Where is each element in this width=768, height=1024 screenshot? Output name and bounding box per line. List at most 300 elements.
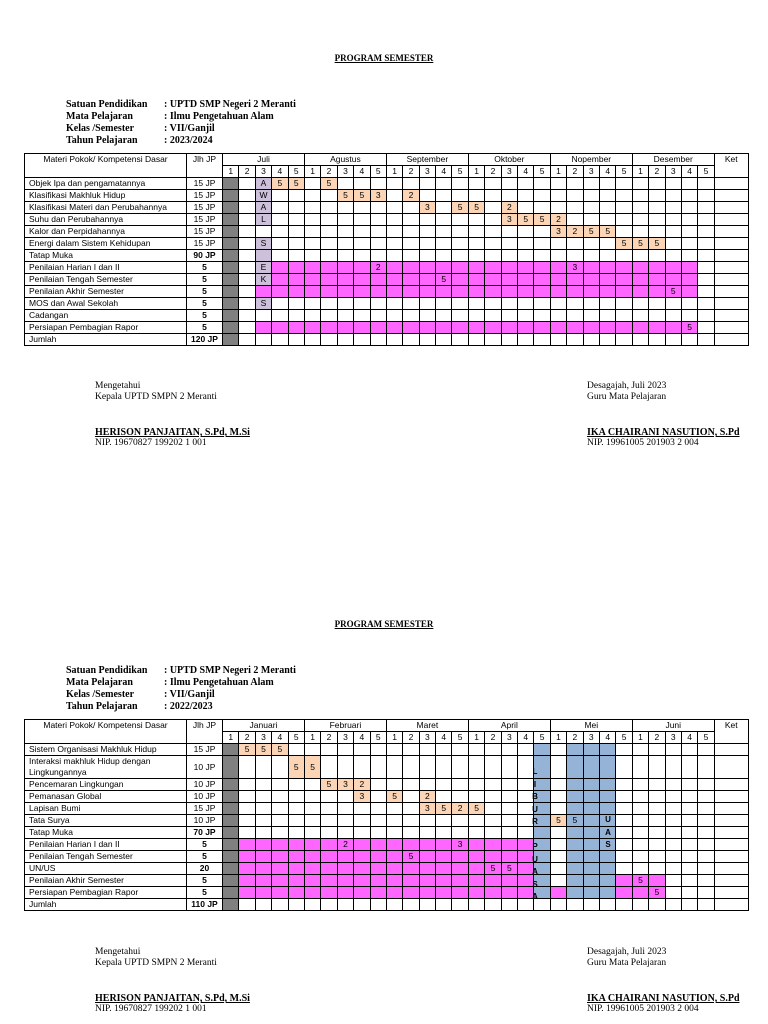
row-jp: 70 JP: [187, 827, 223, 839]
row-jp: 120 JP: [187, 334, 223, 346]
week-cell: [485, 178, 501, 190]
week-cell: 2: [452, 803, 468, 815]
week-cell: 5: [649, 887, 665, 899]
week-cell: [485, 214, 501, 226]
week-cell: [288, 334, 304, 346]
info-label: Kelas /Semester: [66, 123, 135, 134]
week-cell: [436, 863, 452, 875]
week-cell: [698, 238, 714, 250]
week-cell: [288, 851, 304, 863]
week-cell: [436, 286, 452, 298]
week-number: 4: [681, 732, 697, 744]
week-cell: S: [255, 298, 271, 310]
week-cell: [501, 298, 517, 310]
week-cell: [616, 744, 632, 756]
week-number: 4: [599, 166, 615, 178]
week-cell: [337, 334, 353, 346]
week-cell: [681, 875, 697, 887]
row-ket: [714, 250, 748, 262]
week-cell: [288, 827, 304, 839]
week-number: 4: [272, 732, 288, 744]
week-cell: [403, 322, 419, 334]
row-jp: 5: [187, 875, 223, 887]
week-cell: [403, 779, 419, 791]
week-cell: [403, 298, 419, 310]
table-row: [25, 803, 749, 815]
week-cell: [468, 226, 484, 238]
week-cell: [501, 839, 517, 851]
week-cell: 2: [354, 779, 370, 791]
week-cell: [436, 899, 452, 911]
week-cell: [567, 863, 583, 875]
week-cell: [419, 887, 435, 899]
week-cell: [681, 274, 697, 286]
week-cell: [272, 803, 288, 815]
row-materi: Klasifikasi Makhluk Hidup: [25, 190, 187, 202]
row-jp: 15 JP: [187, 190, 223, 202]
week-cell: [452, 262, 468, 274]
week-cell: A: [255, 178, 271, 190]
week-cell: [304, 851, 320, 863]
week-cell: [599, 875, 615, 887]
week-cell: [681, 803, 697, 815]
week-cell: [288, 190, 304, 202]
week-cell: [386, 178, 402, 190]
week-cell: 3: [419, 202, 435, 214]
week-cell: [337, 178, 353, 190]
week-cell: [403, 226, 419, 238]
week-cell: 5: [649, 238, 665, 250]
week-cell: [255, 803, 271, 815]
week-cell: [272, 190, 288, 202]
info-label: Mata Pelajaran: [66, 111, 133, 122]
row-materi: Tatap Muka: [25, 250, 187, 262]
week-cell: [321, 875, 337, 887]
week-number: 5: [698, 166, 714, 178]
week-cell: [452, 827, 468, 839]
week-cell: [501, 262, 517, 274]
week-cell: [403, 262, 419, 274]
week-cell: 5: [272, 178, 288, 190]
week-cell: [321, 274, 337, 286]
week-cell: [304, 875, 320, 887]
week-cell: 5: [386, 791, 402, 803]
week-cell: [681, 744, 697, 756]
week-cell: [681, 202, 697, 214]
week-cell: [419, 310, 435, 322]
week-cell: [681, 178, 697, 190]
week-cell: [550, 178, 566, 190]
sign-name: HERISON PANJAITAN, S.Pd, M.Si: [95, 427, 250, 438]
week-cell: 3: [567, 262, 583, 274]
week-cell: [698, 803, 714, 815]
week-cell: [567, 744, 583, 756]
week-cell: [337, 851, 353, 863]
week-cell: [567, 839, 583, 851]
week-cell: [386, 274, 402, 286]
row-jp: 5: [187, 262, 223, 274]
week-cell: [436, 875, 452, 887]
row-jp: 10 JP: [187, 779, 223, 791]
week-cell: [452, 310, 468, 322]
week-cell: [337, 744, 353, 756]
week-number: 5: [288, 732, 304, 744]
table-row: [25, 791, 749, 803]
week-cell: 5: [272, 744, 288, 756]
week-cell: [599, 779, 615, 791]
info-label: Mata Pelajaran: [66, 677, 133, 688]
week-cell: [272, 214, 288, 226]
week-cell: [239, 899, 255, 911]
info-label: Kelas /Semester: [66, 689, 135, 700]
week-cell: [583, 238, 599, 250]
week-cell: [534, 262, 550, 274]
week-cell: [386, 322, 402, 334]
info-value: : Ilmu Pengetahuan Alam: [164, 111, 274, 122]
week-cell: [354, 756, 370, 779]
week-cell: [272, 815, 288, 827]
month-header: Oktober: [468, 154, 550, 166]
week-cell: [255, 899, 271, 911]
week-number: 4: [436, 166, 452, 178]
week-number: 3: [419, 732, 435, 744]
row-ket: [714, 190, 748, 202]
week-cell: 2: [501, 202, 517, 214]
week-cell: [386, 899, 402, 911]
week-cell: [649, 298, 665, 310]
week-cell: [452, 756, 468, 779]
row-ket: [714, 238, 748, 250]
week-number: 2: [239, 732, 255, 744]
week-cell: [452, 863, 468, 875]
week-cell: [583, 286, 599, 298]
week-cell: [403, 756, 419, 779]
week-cell: [239, 310, 255, 322]
week-cell: [616, 875, 632, 887]
week-cell: [501, 274, 517, 286]
week-cell: [698, 334, 714, 346]
week-cell: [239, 779, 255, 791]
week-cell: [550, 756, 566, 779]
week-cell: [468, 250, 484, 262]
week-cell: [386, 202, 402, 214]
table-row: [25, 756, 749, 779]
week-cell: [386, 190, 402, 202]
week-cell: [583, 310, 599, 322]
week-cell: [567, 238, 583, 250]
week-cell: [354, 322, 370, 334]
week-cell: [599, 899, 615, 911]
week-cell: [632, 887, 648, 899]
row-ket: [714, 286, 748, 298]
week-cell: 2: [567, 226, 583, 238]
week-cell: [649, 779, 665, 791]
info-value: : 2022/2023: [164, 701, 213, 712]
week-cell: [386, 310, 402, 322]
week-cell: [272, 262, 288, 274]
week-cell: [698, 226, 714, 238]
table-row: [25, 226, 749, 238]
week-cell: [583, 863, 599, 875]
week-cell: [550, 190, 566, 202]
week-cell: 2: [370, 262, 386, 274]
sign-text: Guru Mata Pelajaran: [587, 392, 667, 402]
row-materi: Interaksi makhluk Hidup dengan Lingkungannya: [25, 756, 187, 779]
week-cell: [239, 214, 255, 226]
week-cell: [665, 839, 681, 851]
week-cell: [698, 815, 714, 827]
week-cell: [370, 756, 386, 779]
week-number: 4: [272, 166, 288, 178]
row-ket: [714, 839, 748, 851]
row-jp: 5: [187, 298, 223, 310]
row-jp: 15 JP: [187, 803, 223, 815]
week-cell: [485, 791, 501, 803]
week-cell: [567, 334, 583, 346]
week-cell: [632, 322, 648, 334]
week-cell: [321, 791, 337, 803]
week-cell: [550, 791, 566, 803]
week-cell: [223, 779, 239, 791]
week-cell: [272, 250, 288, 262]
week-cell: [649, 310, 665, 322]
week-cell: [452, 250, 468, 262]
week-cell: [403, 744, 419, 756]
week-cell: [239, 286, 255, 298]
doc2-title: PROGRAM SEMESTER: [334, 619, 434, 629]
week-number: 1: [223, 166, 239, 178]
week-cell: [501, 851, 517, 863]
week-cell: [223, 286, 239, 298]
week-cell: [272, 791, 288, 803]
week-cell: [567, 827, 583, 839]
week-cell: [272, 851, 288, 863]
week-cell: [223, 827, 239, 839]
week-cell: [616, 178, 632, 190]
week-cell: [616, 863, 632, 875]
week-cell: [288, 863, 304, 875]
week-number: 1: [468, 732, 484, 744]
week-cell: [239, 274, 255, 286]
week-cell: [698, 298, 714, 310]
week-cell: [419, 744, 435, 756]
doc2-schedule-table: [24, 719, 749, 911]
week-cell: [616, 779, 632, 791]
week-cell: [485, 887, 501, 899]
row-materi: MOS dan Awal Sekolah: [25, 298, 187, 310]
week-cell: [304, 887, 320, 899]
week-cell: [599, 744, 615, 756]
week-cell: 5: [468, 803, 484, 815]
week-cell: [468, 875, 484, 887]
row-ket: [714, 310, 748, 322]
month-header: Juli: [223, 154, 305, 166]
week-cell: 2: [337, 839, 353, 851]
week-cell: [599, 851, 615, 863]
week-cell: [616, 851, 632, 863]
table-row: [25, 334, 749, 346]
week-number: 3: [337, 166, 353, 178]
week-cell: [354, 262, 370, 274]
week-cell: [239, 827, 255, 839]
week-cell: [255, 851, 271, 863]
week-cell: [354, 815, 370, 827]
sign-text: Kepala UPTD SMPN 2 Meranti: [95, 392, 217, 402]
week-number: 1: [468, 166, 484, 178]
week-cell: [288, 202, 304, 214]
week-cell: [550, 827, 566, 839]
week-cell: [583, 262, 599, 274]
month-header: September: [386, 154, 468, 166]
week-cell: [223, 190, 239, 202]
week-cell: [354, 863, 370, 875]
week-cell: [403, 887, 419, 899]
week-cell: [288, 875, 304, 887]
week-cell: [681, 238, 697, 250]
week-cell: [304, 310, 320, 322]
info-label: Tahun Pelajaran: [66, 701, 138, 712]
week-cell: [649, 815, 665, 827]
week-cell: [370, 334, 386, 346]
week-cell: [337, 322, 353, 334]
row-jp: 5: [187, 839, 223, 851]
week-cell: [468, 744, 484, 756]
week-cell: [370, 178, 386, 190]
week-number: 5: [288, 166, 304, 178]
week-cell: [583, 887, 599, 899]
sign-nip: NIP. 19961005 201903 2 004: [587, 438, 699, 448]
week-cell: [501, 310, 517, 322]
week-cell: [681, 851, 697, 863]
week-cell: [518, 178, 534, 190]
libur-letter: R: [532, 817, 538, 826]
week-cell: [354, 839, 370, 851]
week-cell: [223, 887, 239, 899]
week-cell: [485, 827, 501, 839]
week-number: 1: [304, 732, 320, 744]
week-cell: [468, 334, 484, 346]
month-header: Nopember: [550, 154, 632, 166]
info-value: : VII/Ganjil: [164, 123, 215, 134]
week-cell: [223, 851, 239, 863]
week-cell: [239, 202, 255, 214]
info-value: : Ilmu Pengetahuan Alam: [164, 677, 274, 688]
info-value: : UPTD SMP Negeri 2 Meranti: [164, 99, 296, 110]
week-cell: [534, 286, 550, 298]
week-cell: [272, 334, 288, 346]
row-jp: 15 JP: [187, 238, 223, 250]
week-cell: [288, 839, 304, 851]
week-cell: [632, 756, 648, 779]
week-cell: [583, 851, 599, 863]
libur-letter: P: [532, 842, 538, 851]
week-cell: [632, 178, 648, 190]
week-cell: [681, 226, 697, 238]
row-materi: Penilaian Harian I dan II: [25, 262, 187, 274]
week-cell: [616, 899, 632, 911]
week-cell: [550, 274, 566, 286]
week-cell: 5: [304, 756, 320, 779]
week-cell: [468, 322, 484, 334]
row-jp: 15 JP: [187, 202, 223, 214]
table-row: [25, 875, 749, 887]
week-number: 5: [616, 732, 632, 744]
week-cell: [681, 190, 697, 202]
table-row: [25, 779, 749, 791]
week-cell: [370, 250, 386, 262]
week-cell: [501, 899, 517, 911]
week-cell: [386, 286, 402, 298]
week-cell: [485, 274, 501, 286]
week-number: 3: [501, 732, 517, 744]
week-number: 3: [583, 166, 599, 178]
week-cell: [370, 274, 386, 286]
week-cell: [436, 310, 452, 322]
row-jp: 20: [187, 863, 223, 875]
week-number: 2: [403, 166, 419, 178]
week-cell: [632, 827, 648, 839]
week-cell: [567, 202, 583, 214]
week-cell: [616, 322, 632, 334]
week-cell: [239, 863, 255, 875]
week-cell: [518, 334, 534, 346]
header-row: [25, 154, 749, 166]
week-cell: [665, 250, 681, 262]
week-cell: [567, 298, 583, 310]
week-cell: [436, 887, 452, 899]
week-cell: [485, 779, 501, 791]
week-cell: 5: [681, 322, 697, 334]
week-cell: [239, 875, 255, 887]
week-cell: [223, 756, 239, 779]
header-row: [25, 720, 749, 732]
week-cell: [599, 178, 615, 190]
week-cell: [649, 262, 665, 274]
week-cell: [583, 756, 599, 779]
week-cell: [321, 334, 337, 346]
week-cell: [681, 779, 697, 791]
week-cell: [665, 887, 681, 899]
week-cell: [386, 334, 402, 346]
week-cell: [436, 744, 452, 756]
week-cell: [485, 322, 501, 334]
week-cell: [665, 899, 681, 911]
week-cell: [452, 875, 468, 887]
week-cell: [567, 887, 583, 899]
week-cell: [403, 827, 419, 839]
week-cell: [239, 190, 255, 202]
week-cell: [567, 851, 583, 863]
week-cell: [698, 286, 714, 298]
week-cell: [616, 250, 632, 262]
week-cell: [501, 756, 517, 779]
week-cell: [468, 863, 484, 875]
week-cell: [223, 815, 239, 827]
week-cell: [436, 322, 452, 334]
week-cell: [583, 190, 599, 202]
week-cell: [665, 274, 681, 286]
week-cell: [436, 839, 452, 851]
week-cell: [632, 839, 648, 851]
week-cell: [403, 310, 419, 322]
week-cell: [485, 298, 501, 310]
week-cell: [288, 286, 304, 298]
table-row: [25, 286, 749, 298]
week-cell: [223, 863, 239, 875]
info-value: : VII/Ganjil: [164, 689, 215, 700]
row-jp: 15 JP: [187, 178, 223, 190]
week-number: 5: [534, 166, 550, 178]
